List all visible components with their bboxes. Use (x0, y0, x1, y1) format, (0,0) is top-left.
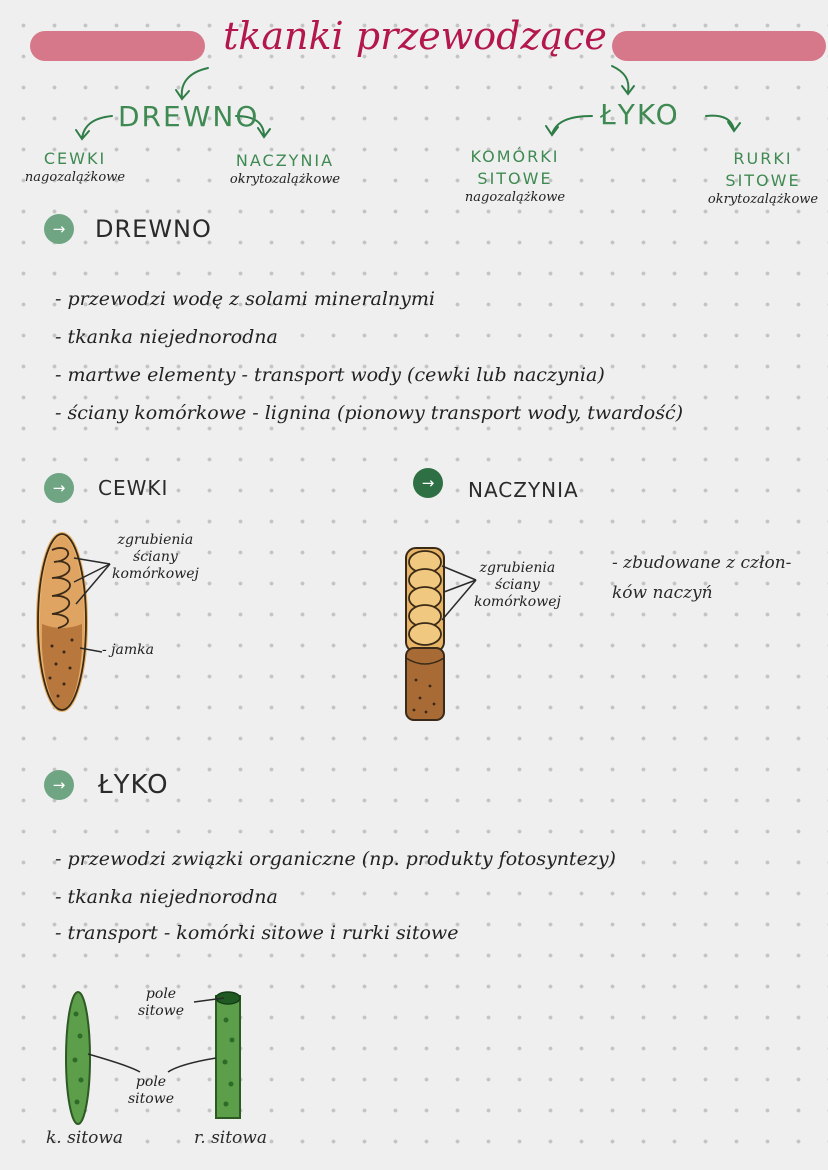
lyko-heading: ŁYKO (98, 770, 169, 800)
vessel-label-lines (442, 566, 476, 620)
cewki-label-thickening-3: komórkowej (112, 566, 199, 582)
page-title: tkanki przewodzące (223, 14, 607, 58)
drewno-bullet-4: - ściany komórkowe - lignina (pionowy transport wody, twardość) (55, 402, 684, 424)
naczynia-label-thickening (474, 560, 561, 611)
tree-rurki-note: okrytozalążkowe (707, 192, 819, 207)
tree-komorki-line1: KOMÓRKI (470, 147, 560, 166)
tree-rurki-line2: SITOWE (725, 171, 801, 190)
tree-komorki-line2: SITOWE (477, 169, 553, 188)
vessel-lower (406, 648, 444, 720)
tree-naczynia: NACZYNIA (235, 151, 335, 170)
tree-komorki-group (450, 146, 580, 205)
naczynia-description (612, 548, 791, 608)
cewki-label-thickening-1: zgrubienia (117, 532, 194, 548)
naczynia-desc-line2: ków naczyń (612, 583, 713, 603)
lyko-label-sieve-bottom (128, 1074, 174, 1108)
tree-rurki-line1: RURKI (733, 149, 793, 168)
lyko-bullet-arrow-icon: → (44, 770, 74, 800)
lyko-bullet-1: - przewodzi związki organiczne (np. produkty fotosyntezy) (55, 848, 616, 870)
tree-cewki: CEWKI (43, 149, 107, 168)
sieve-tube (216, 996, 240, 1118)
drewno-heading: DREWNO (95, 215, 212, 243)
lyko-label-sieve-bottom-1: pole (135, 1074, 167, 1090)
naczynia-heading: NACZYNIA (468, 478, 579, 502)
cewki-label-thickening (112, 532, 199, 583)
tree-cewki-group (10, 148, 140, 185)
cewki-bullet-arrow-icon: → (44, 473, 74, 503)
drewno-bullet-2: - tkanka niejednorodna (55, 326, 278, 348)
lyko-caption-left: k. sitowa (46, 1128, 124, 1148)
naczynia-label-thickening-1: zgrubienia (479, 560, 556, 576)
tree-naczynia-group (210, 150, 360, 187)
tree-naczynia-note: okrytozalążkowe (229, 172, 341, 187)
drewno-bullet-arrow-icon: → (44, 214, 74, 244)
cewki-label-pit: - jamka (102, 642, 154, 658)
drewno-bullet-3: - martwe elementy - transport wody (cewki lub naczynia) (55, 364, 605, 386)
vessel-rings (409, 551, 441, 645)
lyko-bullet-3: - transport - komórki sitowe i rurki sitowe (55, 922, 459, 944)
tree-drewno: DREWNO (118, 100, 260, 133)
naczynia-label-thickening-3: komórkowej (474, 594, 561, 610)
naczynia-bullet-arrow-icon: → (413, 468, 443, 498)
cewki-label-thickening-2: ściany (133, 549, 178, 565)
cewki-heading: CEWKI (98, 476, 169, 500)
lyko-caption-right: r. sitowa (194, 1128, 267, 1148)
tree-komorki-note: nagozalążkowe (464, 190, 566, 205)
lyko-label-sieve-top-2: sitowe (138, 1003, 184, 1019)
tree-lyko: ŁYKO (600, 98, 680, 131)
tree-rurki-group (700, 148, 826, 207)
lyko-label-sieve-top (138, 986, 184, 1020)
lyko-label-sieve-top-1: pole (145, 986, 177, 1002)
drewno-bullet-1: - przewodzi wodę z solami mineralnymi (55, 288, 435, 310)
naczynia-label-thickening-2: ściany (495, 577, 540, 593)
lyko-bullet-2: - tkanka niejednorodna (55, 886, 278, 908)
naczynia-desc-line1: - zbudowane z człon- (612, 553, 792, 573)
tree-cewki-note: nagozalążkowe (24, 170, 126, 185)
lyko-label-sieve-bottom-2: sitowe (128, 1091, 174, 1107)
